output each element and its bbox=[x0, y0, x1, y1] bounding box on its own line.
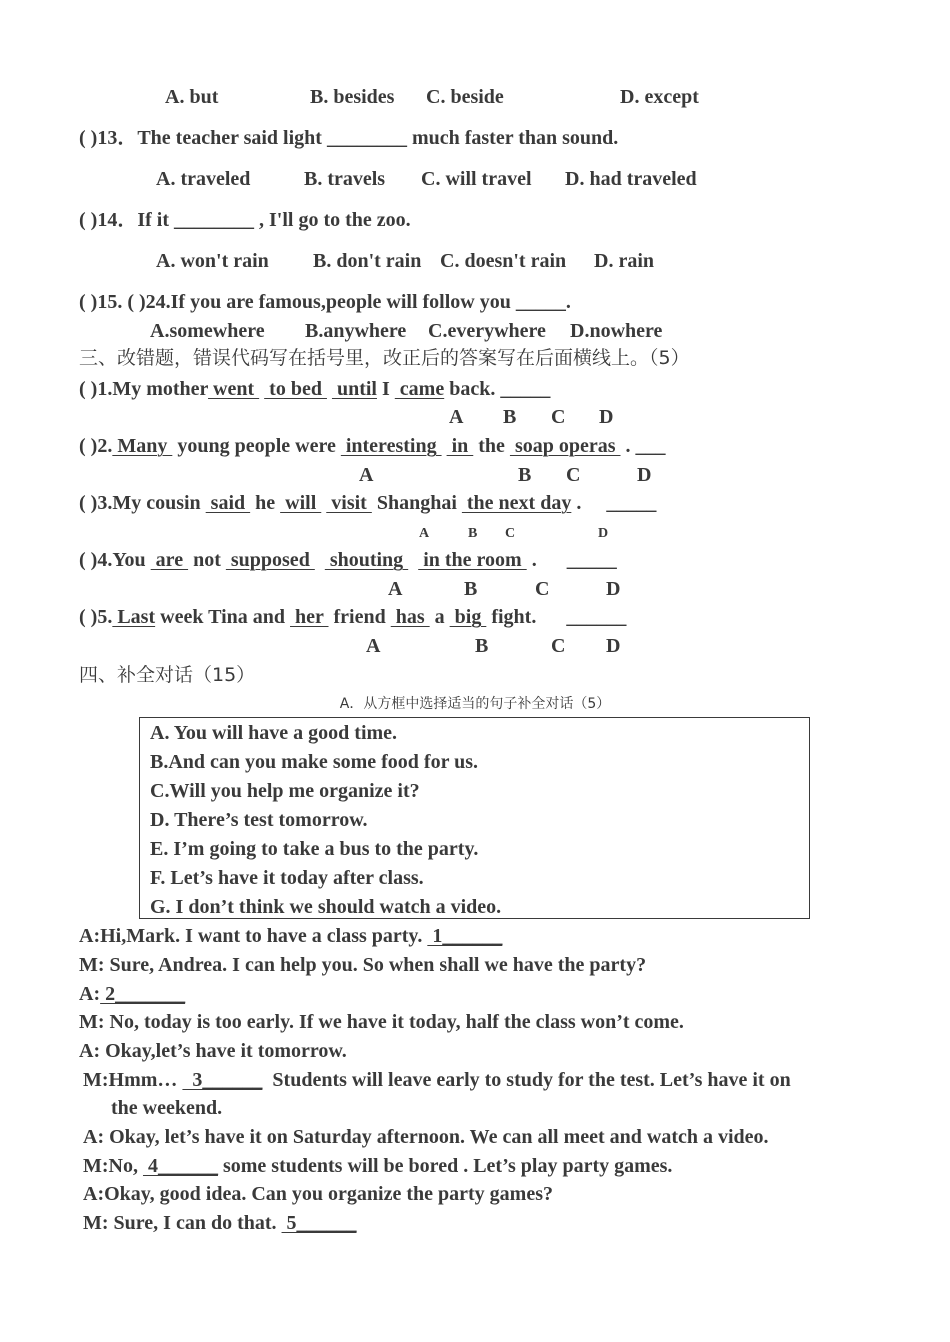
e5-text: week Tina and bbox=[155, 606, 290, 628]
e2-letter-c: C bbox=[566, 464, 581, 486]
q14-stem-prefix: ( )14．If it bbox=[79, 209, 174, 231]
e3-text: he bbox=[250, 492, 281, 514]
e4-text: . bbox=[526, 549, 567, 571]
e4-letter-b: B bbox=[464, 578, 478, 600]
box-option-c: C.Will you help me organize it? bbox=[150, 780, 420, 802]
box-option-b: B.And can you make some food for us. bbox=[150, 751, 478, 773]
q13-option-c: C. will travel bbox=[421, 168, 532, 190]
q12-option-d: D. except bbox=[620, 86, 699, 108]
e5-letter-b: B bbox=[475, 635, 489, 657]
q15-option-d: D.nowhere bbox=[570, 320, 663, 342]
section4-sub-heading: A．从方框中选择适当的句子补全对话（5） bbox=[339, 696, 611, 712]
section4-heading: 四、补全对话（15） bbox=[79, 664, 256, 686]
error-item-5 bbox=[79, 605, 626, 629]
box-option-g: G. I don’t think we should watch a video. bbox=[150, 896, 502, 918]
e1-letter-d: D bbox=[599, 406, 614, 428]
e4-letter-c: C bbox=[535, 578, 550, 600]
dialogue-line-7: A: Okay, let’s have it on Saturday afternoon. We can all meet and watch a video. bbox=[83, 1126, 769, 1148]
q12-option-b: B. besides bbox=[310, 86, 395, 108]
e5-underlined-a: Last bbox=[112, 606, 156, 628]
e5-underlined-d: big bbox=[449, 606, 487, 628]
e1-letter-c: C bbox=[551, 406, 566, 428]
e5-underlined-b: her bbox=[290, 606, 329, 628]
dialogue-blank-3: 3______ bbox=[182, 1069, 263, 1091]
e1-text: I bbox=[376, 378, 395, 400]
e4-text: not bbox=[188, 549, 226, 571]
e4-letter-d: D bbox=[606, 578, 621, 600]
e3-underlined-a: said bbox=[205, 492, 251, 514]
q13-option-b: B. travels bbox=[304, 168, 386, 190]
e1-underlined-d: came bbox=[394, 378, 445, 400]
q14-option-c: C. doesn't rain bbox=[440, 250, 567, 272]
e5-text: fight. bbox=[486, 606, 567, 628]
e3-letter-c: C bbox=[505, 526, 516, 541]
e4-text bbox=[408, 549, 418, 571]
e3-text: ( )3.My cousin bbox=[79, 492, 206, 514]
error-item-3 bbox=[79, 491, 656, 515]
dialogue-text: A:Hi,Mark. I want to have a class party. bbox=[79, 925, 428, 947]
box-option-f: F. Let’s have it today after class. bbox=[150, 867, 424, 889]
e4-text: ( )4.You bbox=[79, 549, 151, 571]
e3-text: Shanghai bbox=[371, 492, 462, 514]
dialogue-line-4: M: No, today is too early. If we have it today, half the class won’t come. bbox=[79, 1011, 684, 1033]
q13-stem-suffix: much faster than sound. bbox=[406, 127, 619, 149]
e2-underlined-c: in bbox=[446, 435, 474, 457]
e1-underlined-b: to bed bbox=[264, 378, 327, 400]
dialogue-line-5: A: Okay,let’s have it tomorrow. bbox=[79, 1040, 347, 1062]
e3-letter-d: D bbox=[598, 526, 609, 541]
q14-stem-suffix: , I'll go to the zoo. bbox=[253, 209, 411, 231]
e4-underlined-c: shouting bbox=[324, 549, 409, 571]
q13-option-d: D. had traveled bbox=[565, 168, 697, 190]
q12-option-a: A. but bbox=[165, 86, 219, 108]
q13-blank: ________ bbox=[326, 127, 407, 149]
e2-letter-a: A bbox=[359, 464, 374, 486]
e1-text: back. bbox=[444, 378, 501, 400]
dialogue-blank-5: 5______ bbox=[281, 1212, 357, 1234]
error-item-4 bbox=[79, 548, 617, 572]
dialogue-text: Students will leave early to study for the test. Let’s have it on bbox=[262, 1069, 791, 1091]
dialogue-text: some students will be bored . Let’s play party games. bbox=[217, 1155, 673, 1177]
e2-text: young people were bbox=[172, 435, 341, 457]
dialogue-line-10 bbox=[83, 1211, 357, 1235]
dialogue-blank-1: 1______ bbox=[427, 925, 503, 947]
e2-answer-blank: ___ bbox=[635, 435, 666, 457]
e4-answer-blank: _____ bbox=[566, 549, 617, 571]
e5-text: ( )5. bbox=[79, 606, 113, 628]
e3-text: . bbox=[571, 492, 607, 514]
dialogue-text: M:Hmm… bbox=[83, 1069, 183, 1091]
q14-stem bbox=[79, 208, 411, 232]
e4-underlined-b: supposed bbox=[225, 549, 315, 571]
e3-underlined-c: visit bbox=[326, 492, 372, 514]
q14-blank: ________ bbox=[173, 209, 254, 231]
e4-text bbox=[315, 549, 325, 571]
dialogue-text: M:No, bbox=[83, 1155, 143, 1177]
e4-underlined-a: are bbox=[150, 549, 189, 571]
box-option-a: A. You will have a good time. bbox=[150, 722, 398, 744]
e4-underlined-d: in the room bbox=[418, 549, 527, 571]
e2-underlined-a: Many bbox=[112, 435, 173, 457]
dialogue-line-9: A:Okay, good idea. Can you organize the party games? bbox=[83, 1183, 553, 1205]
e5-underlined-c: has bbox=[390, 606, 430, 628]
dialogue-line-8 bbox=[83, 1154, 672, 1178]
q14-option-d: D. rain bbox=[594, 250, 654, 272]
q15-stem: ( )15. ( )24.If you are famous,people will follow you _____. bbox=[79, 291, 571, 313]
options-box bbox=[139, 717, 810, 919]
q15-option-a: A.somewhere bbox=[150, 320, 265, 342]
dialogue-line-1 bbox=[79, 924, 502, 948]
q15-option-c: C.everywhere bbox=[428, 320, 546, 342]
e1-underlined-a: went bbox=[208, 378, 260, 400]
e5-text: friend bbox=[328, 606, 391, 628]
q14-option-b: B. don't rain bbox=[313, 250, 422, 272]
e2-underlined-d: soap operas bbox=[509, 435, 621, 457]
e2-text: the bbox=[473, 435, 510, 457]
e5-letter-d: D bbox=[606, 635, 621, 657]
q13-stem-prefix: ( )13．The teacher said light bbox=[79, 127, 327, 149]
e3-answer-blank: _____ bbox=[606, 492, 657, 514]
q13-option-a: A. traveled bbox=[156, 168, 251, 190]
dialogue-line-3 bbox=[79, 982, 185, 1006]
dialogue-blank-4: 4______ bbox=[142, 1155, 218, 1177]
q15-option-b: B.anywhere bbox=[305, 320, 407, 342]
q12-option-c: C. beside bbox=[426, 86, 504, 108]
e5-answer-blank: ______ bbox=[566, 606, 627, 628]
box-option-e: E. I’m going to take a bus to the party. bbox=[150, 838, 479, 860]
dialogue-line-2: M: Sure, Andrea. I can help you. So when shall we have the party? bbox=[79, 954, 647, 976]
e5-text: a bbox=[429, 606, 450, 628]
e3-underlined-d: the next day bbox=[461, 492, 572, 514]
e3-underlined-b: will bbox=[280, 492, 322, 514]
e3-letter-b: B bbox=[468, 526, 478, 541]
e1-letter-b: B bbox=[503, 406, 517, 428]
e5-letter-c: C bbox=[551, 635, 566, 657]
e2-letter-b: B bbox=[518, 464, 532, 486]
e1-letter-a: A bbox=[449, 406, 464, 428]
e5-letter-a: A bbox=[366, 635, 381, 657]
e2-underlined-b: interesting bbox=[340, 435, 442, 457]
e1-underlined-c: until bbox=[331, 378, 377, 400]
q14-option-a: A. won't rain bbox=[156, 250, 269, 272]
e3-letter-a: A bbox=[419, 526, 430, 541]
box-option-d: D. There’s test tomorrow. bbox=[150, 809, 368, 831]
e2-text: ( )2. bbox=[79, 435, 113, 457]
e2-text: . bbox=[620, 435, 636, 457]
dialogue-blank-2: 2_______ bbox=[100, 983, 186, 1005]
error-item-1 bbox=[79, 377, 550, 401]
error-item-2 bbox=[79, 434, 666, 458]
q13-stem bbox=[79, 126, 618, 150]
e1-answer-blank: _____ bbox=[500, 378, 551, 400]
dialogue-line-6 bbox=[83, 1068, 791, 1092]
section3-heading: 三、改错题，错误代码写在括号里，改正后的答案写在后面横线上。（5） bbox=[79, 347, 690, 369]
e1-text: ( )1.My mother bbox=[79, 378, 209, 400]
dialogue-line-6-cont: the weekend. bbox=[111, 1097, 223, 1119]
e4-letter-a: A bbox=[388, 578, 403, 600]
e2-letter-d: D bbox=[637, 464, 652, 486]
dialogue-text: M: Sure, I can do that. bbox=[83, 1212, 282, 1234]
dialogue-text: A: bbox=[79, 983, 101, 1005]
